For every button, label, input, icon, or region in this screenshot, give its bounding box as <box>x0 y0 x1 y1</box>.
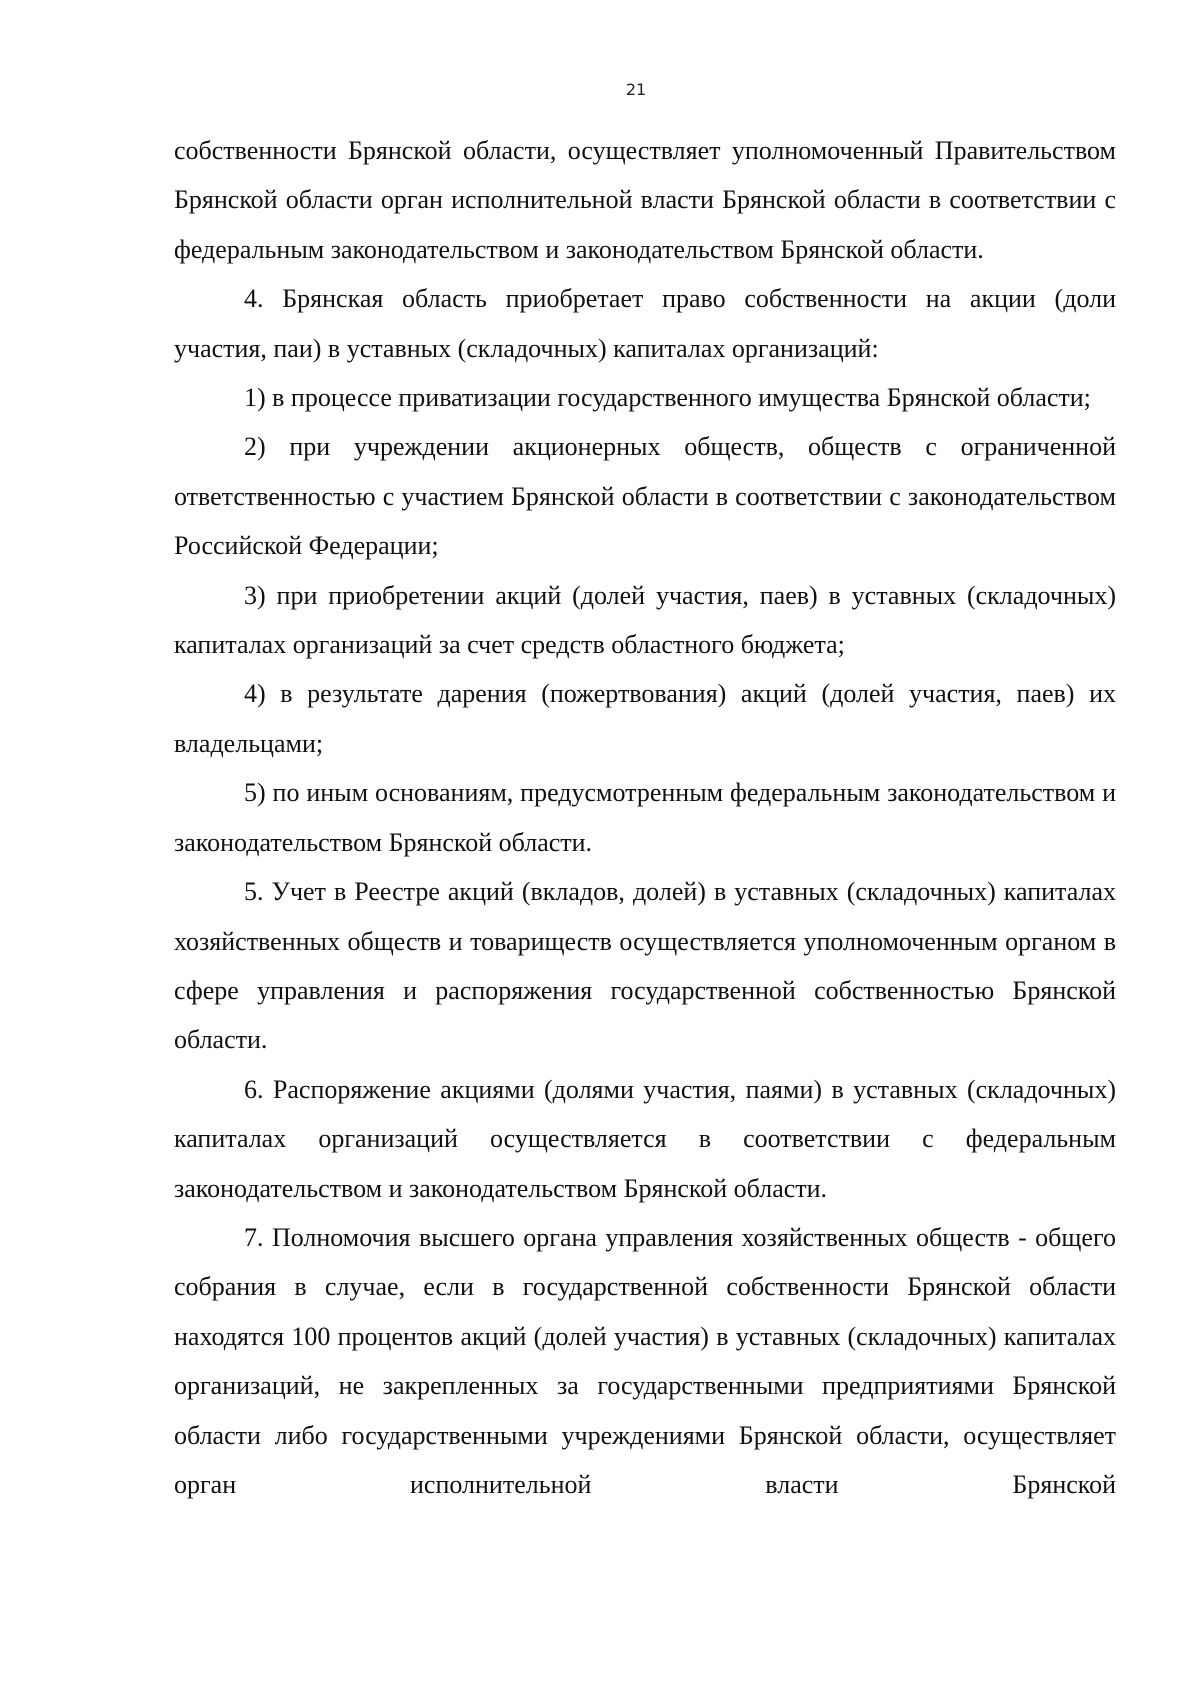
paragraph-subitem-5: 5) по иным основаниям, предусмотренным федеральным законодательством и законодательством Брянской области. <box>174 778 1116 857</box>
paragraph-item-6: 6. Распоряжение акциями (долями участия, паями) в уставных (складочных) капиталах организаций осуществляется в соответствии с федеральным законодательством и законодательством Брянской области. <box>174 1074 1116 1203</box>
paragraph-subitem-4: 4) в результате дарения (пожертвования) акций (долей участия, паев) их владельцами; <box>174 679 1116 758</box>
paragraph-subitem-3: 3) при приобретении акций (долей участия, паев) в уставных (складочных) капиталах организаций за счет средств областного бюджета; <box>174 580 1116 660</box>
paragraph-item-5: 5. Учет в Реестре акций (вкладов, долей) в уставных (складочных) капиталах хозяйственных обществ и товариществ осуществляется уполномоченным органом в сфере управления и распоряжения государственной собственностью Брянской области. <box>174 877 1116 1055</box>
page-number: 21 <box>625 80 647 99</box>
paragraph-item-4: 4. Брянская область приобретает право собственности на акции (доли участия, паи) в уставных (складочных) капиталах организаций: <box>174 284 1116 363</box>
paragraph-item-7: 7. Полномочия высшего органа управления хозяйственных обществ - общего собрания в случае, если в государственной собственности Брянской области находятся 100 процентов акций (долей участия) в уставных (складочных) капиталах организаций, не закрепленных за государственными предприятиями Брянской области либо государственными учреждениями Брянской области, осуществляет орган исполнительной власти Брянской <box>174 1222 1116 1499</box>
document-body <box>174 126 1116 1509</box>
paragraph-subitem-2: 2) при учреждении акционерных обществ, обществ с ограниченной ответственностью с участием Брянской области в соответствии с законодательством Российской Федерации; <box>174 432 1116 561</box>
paragraph-subitem-1: 1) в процессе приватизации государственного имущества Брянской области; <box>244 383 1091 413</box>
paragraph-continuation: собственности Брянской области, осуществляет уполномоченный Правительством Брянской области орган исполнительной власти Брянской области в соответствии с федеральным законодательством и законодательством Брянской области. <box>174 136 1116 264</box>
